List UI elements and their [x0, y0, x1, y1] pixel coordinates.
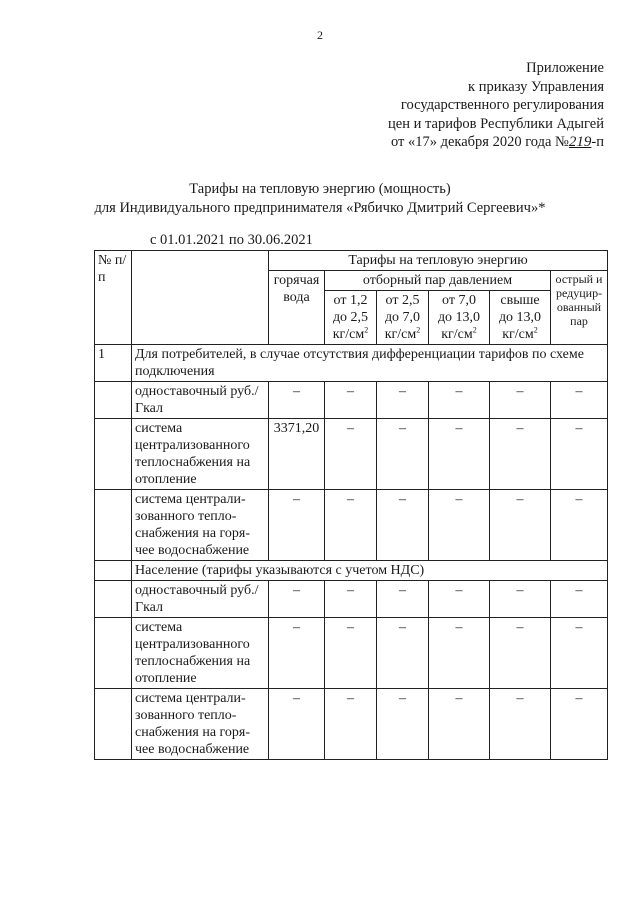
cell-value: – [490, 618, 551, 689]
cell-value: – [269, 382, 325, 419]
cell-value: – [490, 490, 551, 561]
cell-value: – [429, 689, 490, 760]
row-label: одноставочный руб./Гкал [132, 581, 269, 618]
header-pressure-3 [429, 291, 490, 345]
row-label: система централизованного теплоснабжения на отопление [132, 618, 269, 689]
header-hot-water: горячая вода [269, 271, 325, 345]
annex-line-2: к приказу Управления [468, 78, 604, 95]
p3-line2: до 13,0 [437, 310, 481, 325]
p4-unit: $кг/см^2$ [502, 325, 538, 342]
p1-line1: от 1,2 [333, 293, 368, 308]
table-row [95, 419, 608, 490]
p1-line2: до 2,5 [332, 310, 369, 325]
cell-value: – [325, 689, 377, 760]
cell-value: – [551, 382, 608, 419]
cell-value: – [490, 419, 551, 490]
cell-value: – [377, 618, 429, 689]
row-label: система централизованного теплоснабжения на отопление [132, 419, 269, 490]
cell-value: – [551, 581, 608, 618]
p2-unit: $кг/см^2$ [384, 325, 421, 342]
p4-line2: до 13,0 [498, 310, 542, 325]
cell-value: – [325, 419, 377, 490]
section1-title: Для потребителей, в случае отсутствия дифференциации тарифов по схеме подключения [132, 345, 608, 382]
cell-value: – [325, 490, 377, 561]
row-label: система централи-зованного тепло-снабжения на горя-чее водоснабжение [132, 490, 269, 561]
table-row [95, 618, 608, 689]
cell-value: – [429, 490, 490, 561]
section2-title-row [95, 561, 608, 581]
cell-value: – [377, 382, 429, 419]
table-row [95, 581, 608, 618]
p2-line1: от 2,5 [385, 293, 420, 308]
cell-value: – [429, 581, 490, 618]
annex-line-4: цен и тарифов Республики Адыгей [388, 115, 604, 132]
header-num: № п/п [95, 251, 132, 345]
cell-value: – [377, 490, 429, 561]
cell-value: – [377, 689, 429, 760]
page-number: 2 [317, 28, 323, 42]
cell-value: – [490, 689, 551, 760]
p4-line1: свыше [500, 293, 540, 308]
cell-value: – [551, 689, 608, 760]
p1-unit: $кг/см^2$ [332, 325, 369, 342]
table-row [95, 382, 608, 419]
header-steam-group: отборный пар давлением [325, 271, 551, 291]
header-pressure-2 [377, 291, 429, 345]
cell-value: – [269, 618, 325, 689]
cell-value: – [551, 490, 608, 561]
annex-line-3: государственного регулирования [400, 97, 604, 113]
row-label: система централи-зованного тепло-снабжения на горя-чее водоснабжение [132, 689, 269, 760]
p3-line1: от 7,0 [442, 293, 476, 308]
section1-title-row [95, 345, 608, 382]
section1-num: 1 [95, 345, 132, 382]
order-suffix: -п [591, 134, 604, 150]
header-pressure-4 [490, 291, 551, 345]
cell-value: – [429, 618, 490, 689]
table-row [95, 689, 608, 760]
cell-value: – [551, 618, 608, 689]
title-line-2: для Индивидуального предпринимателя «Рябичко Дмитрий Сергеевич»* [94, 200, 546, 216]
cell-value: – [429, 419, 490, 490]
validity-period: с 01.01.2021 по 30.06.2021 [150, 232, 313, 248]
order-number: 219 [568, 134, 592, 150]
cell-value: – [269, 490, 325, 561]
cell-value: 3371,20 [269, 419, 325, 490]
table-row [95, 490, 608, 561]
cell-value: – [325, 581, 377, 618]
cell-value: – [551, 419, 608, 490]
annex-block [388, 59, 604, 152]
cell-value: – [325, 618, 377, 689]
p2-line2: до 7,0 [384, 310, 421, 325]
cell-value: – [377, 581, 429, 618]
section2-title: Население (тарифы указываются с учетом НДС) [132, 561, 608, 581]
document-title [0, 180, 640, 218]
cell-value: – [269, 689, 325, 760]
cell-value: – [377, 419, 429, 490]
header-pressure-1 [325, 291, 377, 345]
tariff-table [94, 250, 608, 760]
annex-date: от «17» декабря 2020 года № [390, 134, 569, 150]
annex-line-5 [388, 133, 604, 152]
header-tariffs-group: Тарифы на тепловую энергию [269, 251, 608, 271]
header-row-1 [95, 251, 608, 271]
p3-unit: $кг/см^2$ [441, 325, 477, 342]
header-sharp-steam: острый и редуцир-ованный пар [551, 271, 608, 345]
cell-value: – [429, 382, 490, 419]
cell-value: – [269, 581, 325, 618]
cell-value: – [325, 382, 377, 419]
title-line-1: Тарифы на тепловую энергию (мощность) [189, 181, 451, 197]
row-label: одноставочный руб./Гкал [132, 382, 269, 419]
annex-line-1: Приложение [526, 60, 604, 76]
header-empty [132, 251, 269, 345]
cell-value: – [490, 382, 551, 419]
cell-value: – [490, 581, 551, 618]
